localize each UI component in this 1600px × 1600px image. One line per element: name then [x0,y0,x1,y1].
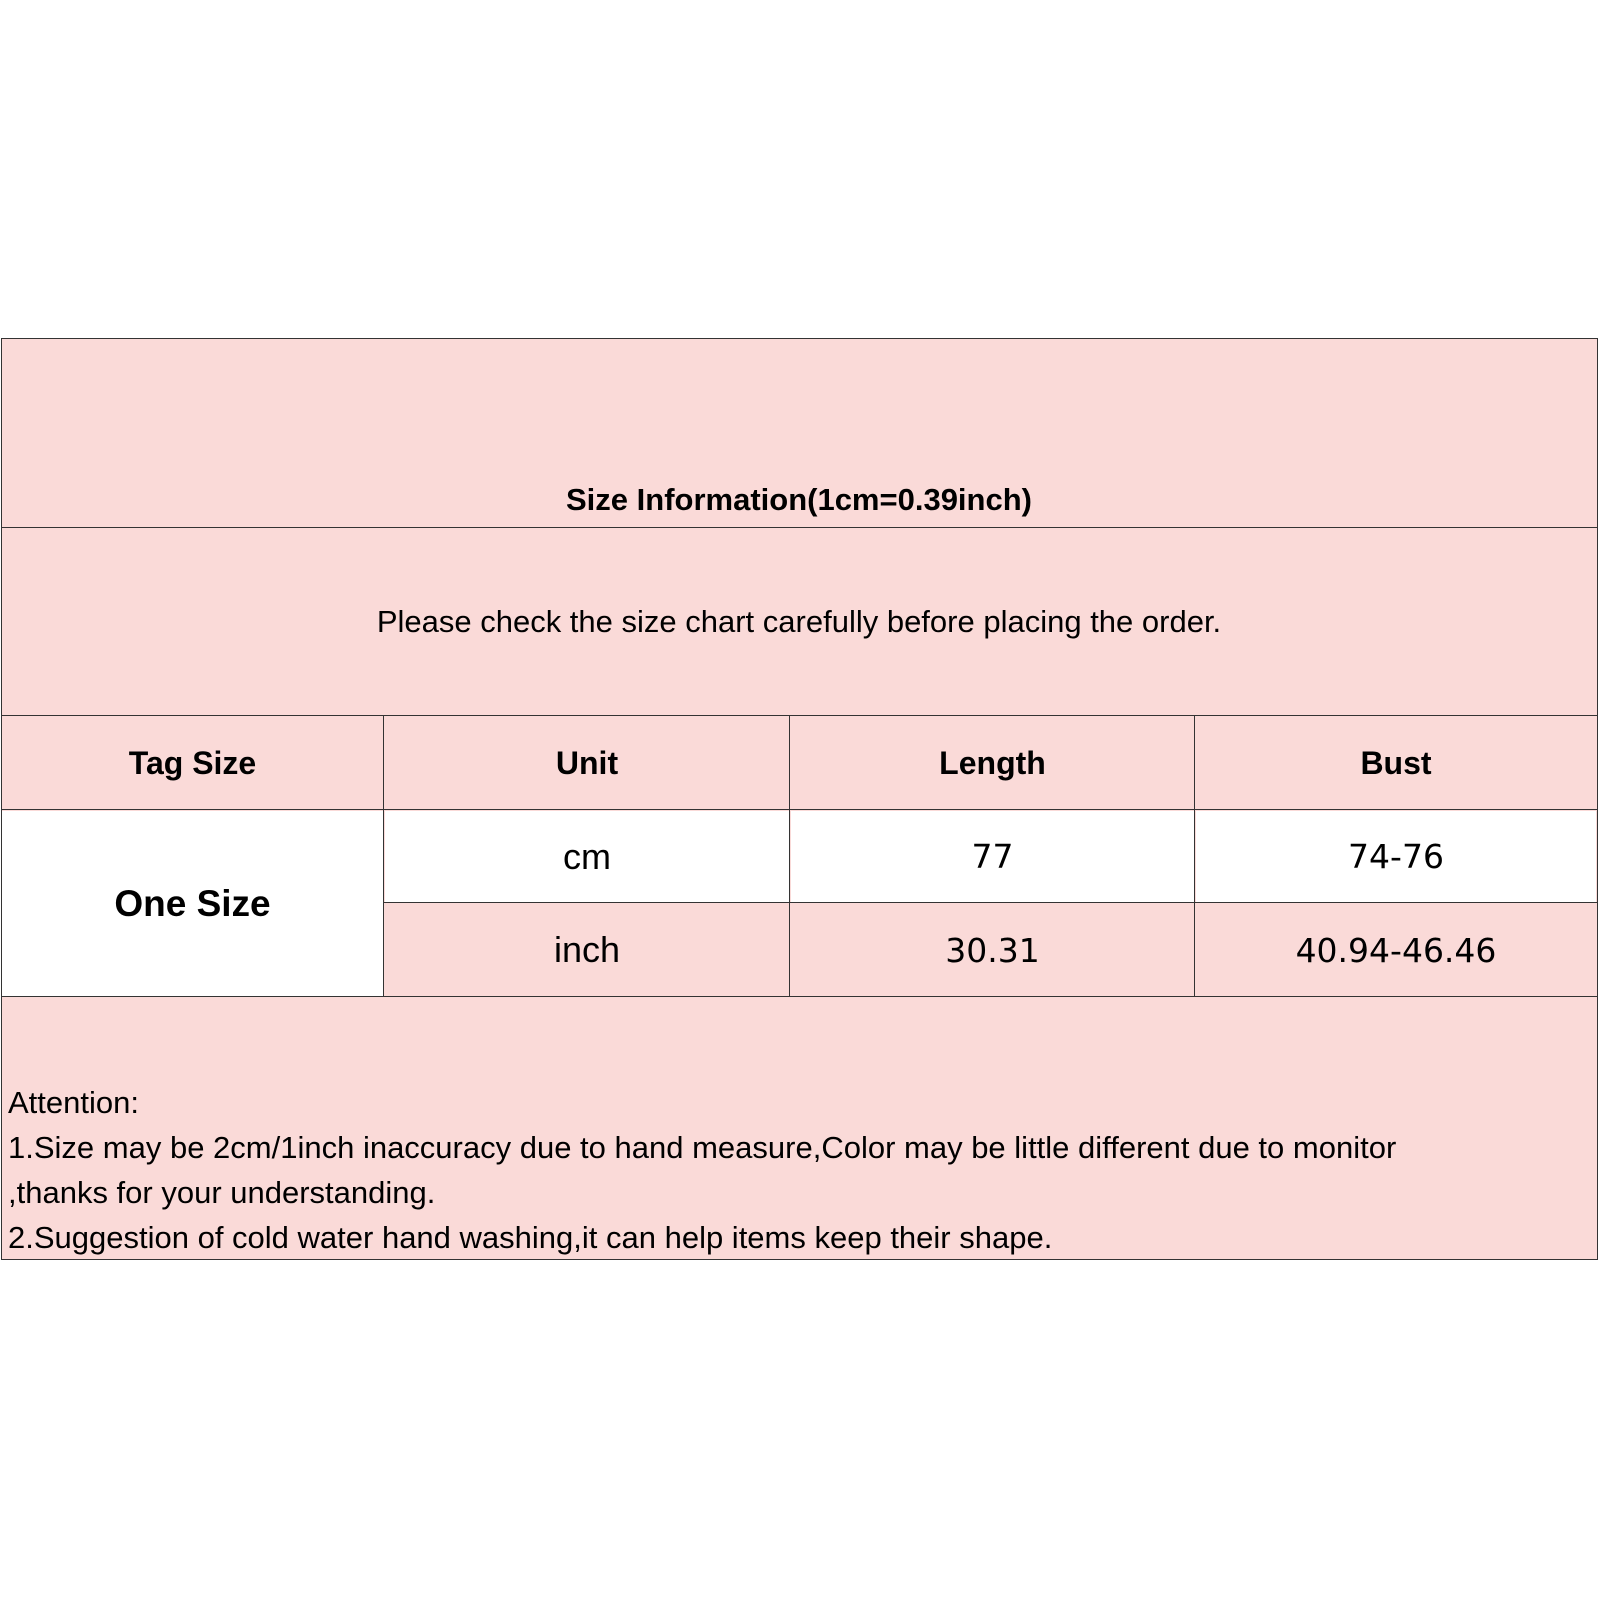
title-text: Size Information(1cm=0.39inch) [566,482,1032,517]
column-divider [383,715,384,996]
length-value: 77 [971,837,1014,876]
bust-value: 40.94-46.46 [1295,930,1497,970]
attention-note-1: 1.Size may be 2cm/1inch inaccuracy due to hand measure,Color may be little different due to monitor [8,1130,1397,1165]
header-tag-size [2,717,383,809]
length-inch-cell [791,904,1194,996]
header-label: Tag Size [128,744,257,781]
divider [2,527,1597,528]
unit-value: inch [553,929,621,970]
attention-heading: Attention: [8,1085,139,1120]
length-cm-cell [791,811,1194,902]
header-label: Bust [1360,744,1432,781]
header-bust [1196,717,1596,809]
header-label: Unit [555,744,619,781]
column-divider [789,715,790,996]
size-chart-instruction [2,529,1596,715]
divider [2,715,1597,716]
unit-inch-cell [385,904,789,996]
header-length [791,717,1194,809]
subtitle-text: Please check the size chart carefully before placing the order. [376,604,1222,639]
tag-size-cell [2,811,383,996]
size-information-title [2,473,1596,527]
header-unit [385,717,789,809]
attention-note-2: 2.Suggestion of cold water hand washing,it can help items keep their shape. [8,1220,1053,1255]
unit-value: cm [563,835,611,877]
tag-size-value: One Size [114,882,271,924]
bust-inch-cell [1196,904,1596,996]
column-divider [1194,715,1195,996]
attention-note-1-cont: ,thanks for your understanding. [8,1175,436,1210]
length-value: 30.31 [945,930,1040,970]
bust-cm-cell [1196,811,1596,902]
header-label: Length [939,744,1046,781]
divider [2,809,1597,810]
divider [2,996,1597,997]
divider [383,902,1597,903]
unit-cm-cell [385,811,789,902]
size-chart [1,338,1598,1260]
bust-value: 74-76 [1348,837,1444,876]
